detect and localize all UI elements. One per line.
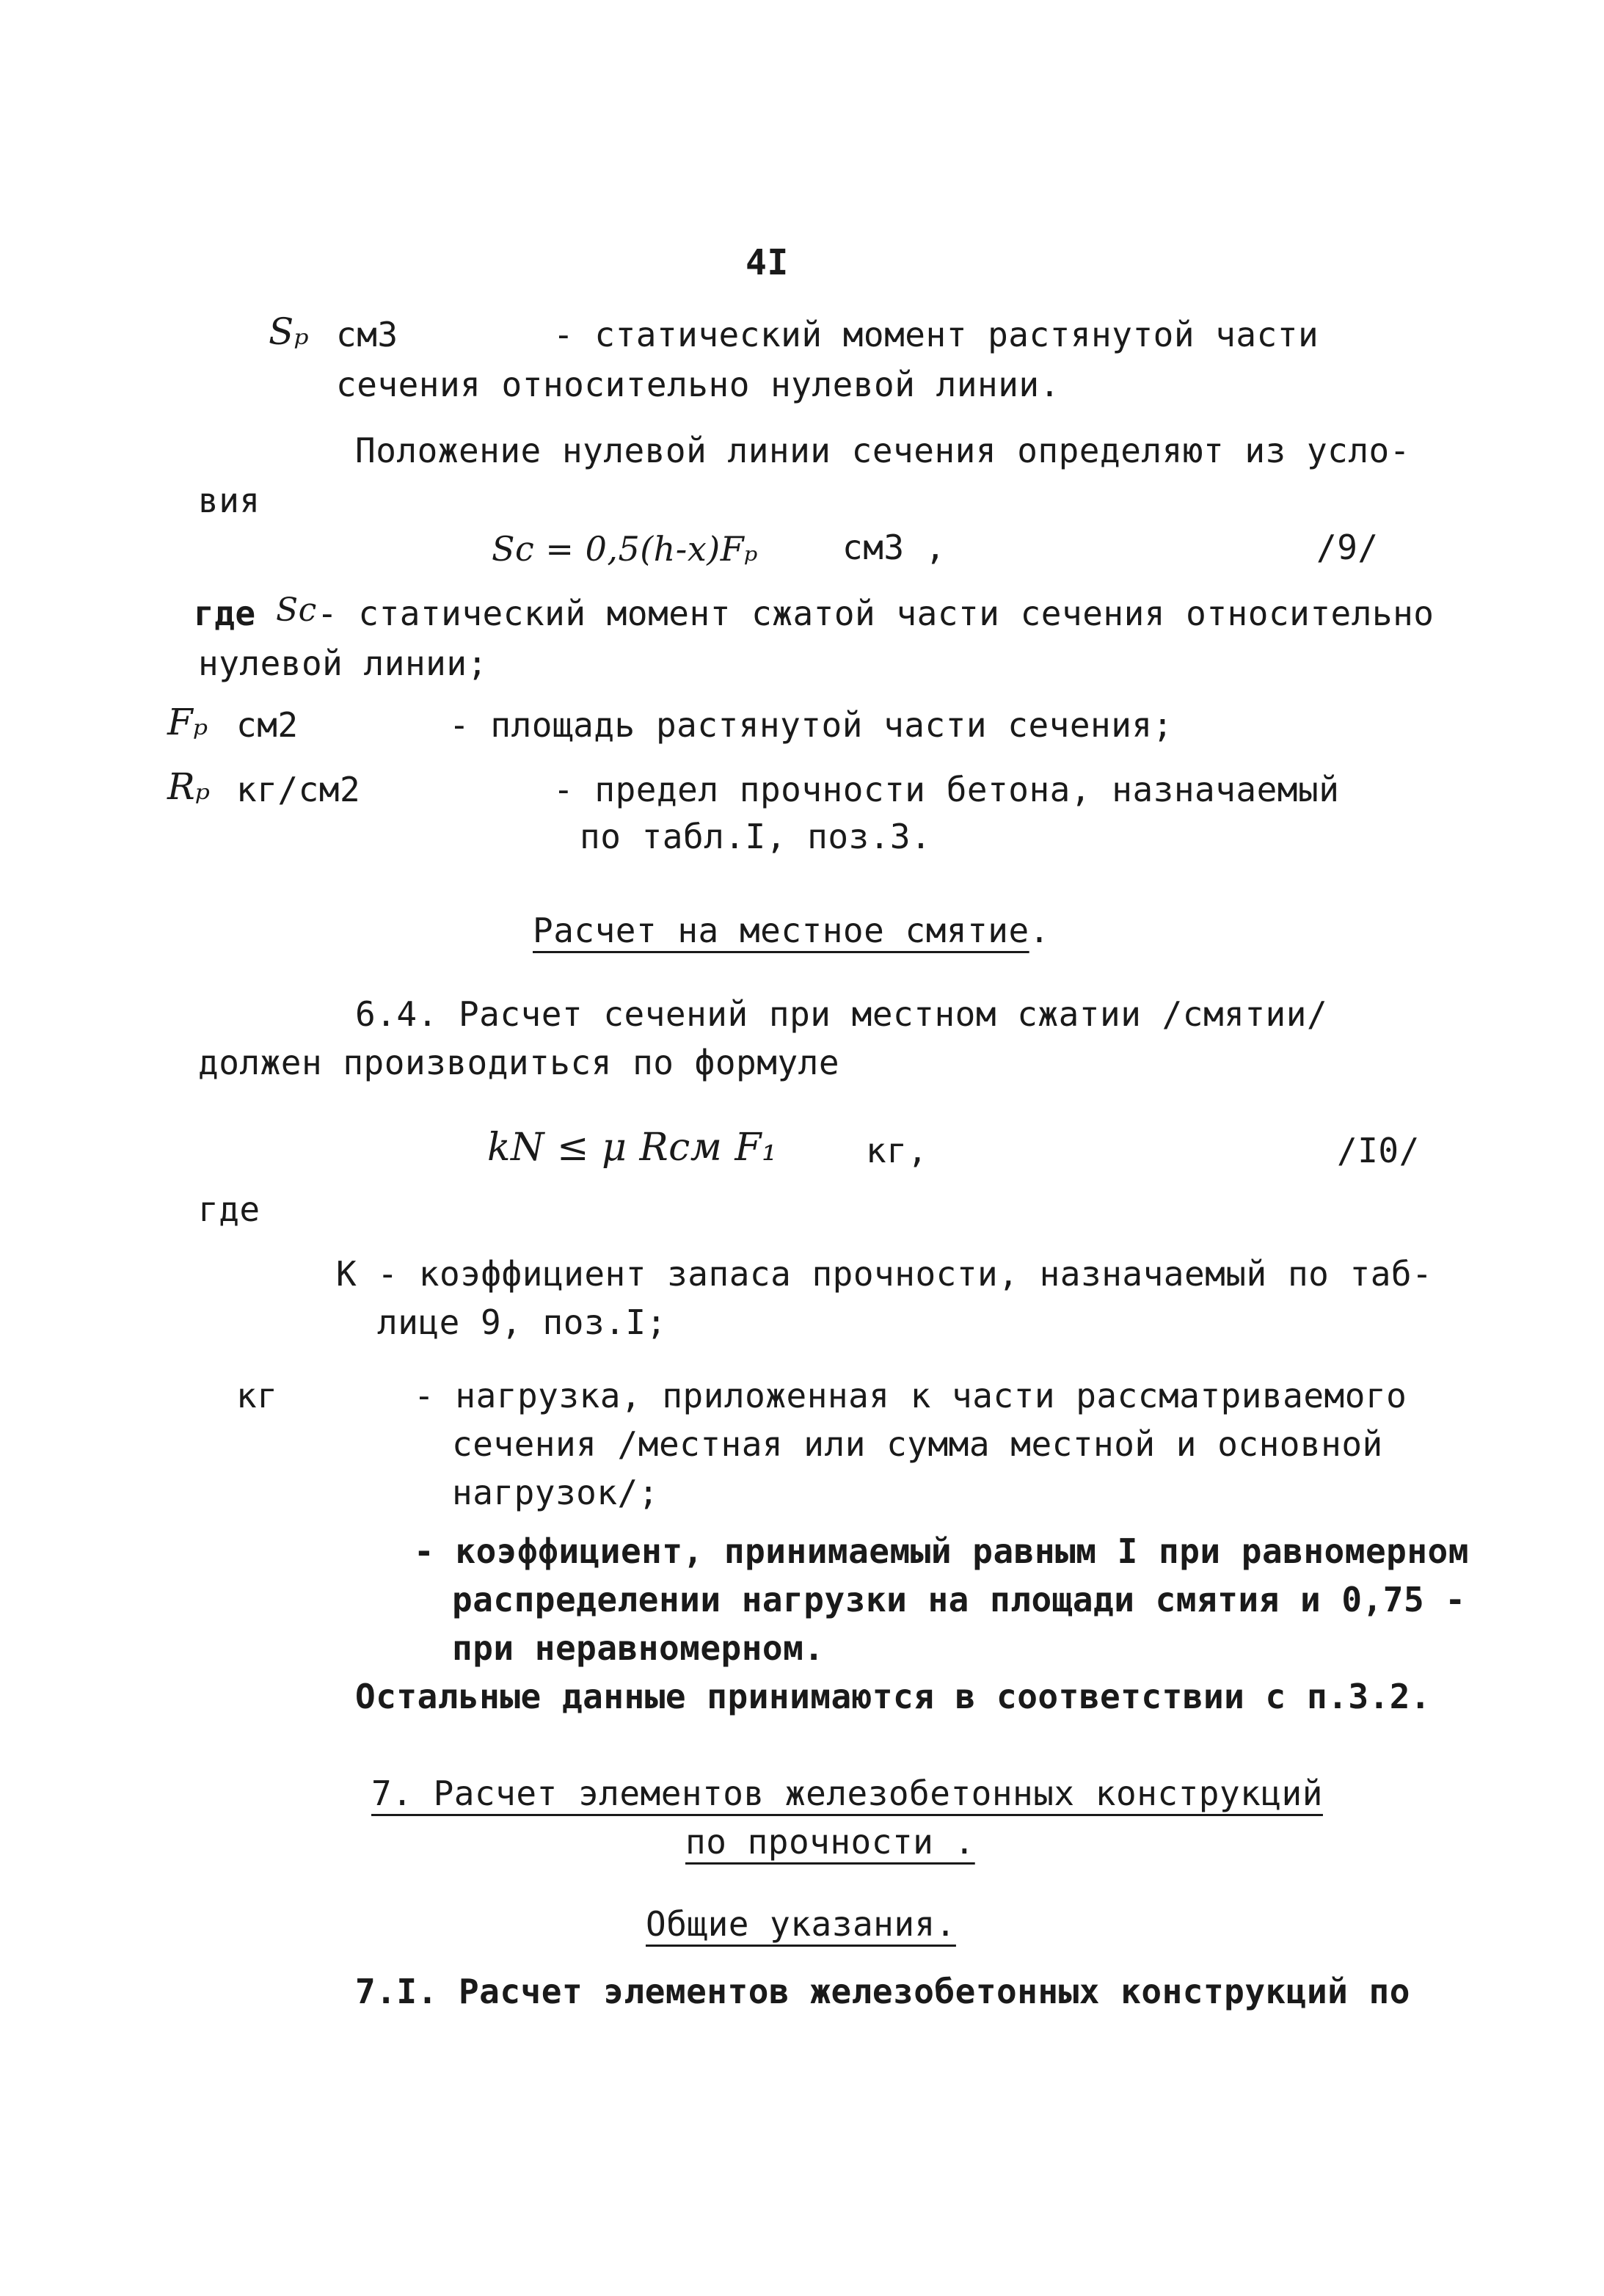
paragraph-line: 7.I. Расчет элементов железобетонных конструкций по <box>355 1972 1410 2011</box>
definition-text: сечения /местная или сумма местной и основной <box>452 1424 1383 1464</box>
section-heading-text: Расчет на местное смятие <box>533 911 1029 950</box>
paragraph-line: Остальные данные принимаются в соответствии с п.3.2. <box>355 1677 1432 1716</box>
chapter-heading: по прочности . <box>685 1822 975 1862</box>
formula-10-unit: кг, <box>866 1131 928 1170</box>
symbol-rp: Rₚ <box>167 765 211 808</box>
unit-cm2: см2 <box>236 705 299 745</box>
paragraph-line: должен производиться по формуле <box>198 1043 840 1082</box>
section-heading: Общие указания. <box>646 1904 956 1944</box>
definition-text: - площадь растянутой части сечения; <box>449 705 1173 745</box>
formula-9-number: /9/ <box>1316 528 1379 567</box>
paragraph-line: Положение нулевой линии сечения определяют из усло- <box>355 431 1410 470</box>
unit-kg-cm2: кг/см2 <box>236 770 361 809</box>
definition-text: сечения относительно нулевой линии. <box>336 365 1060 404</box>
definition-text: по табл.I, поз.3. <box>580 817 932 856</box>
definition-text: - статический момент сжатой части сечения относительно <box>317 594 1435 633</box>
definition-text: нагрузок/; <box>452 1473 659 1512</box>
definition-text: К - коэффициент запаса прочности, назначаемый по таб- <box>336 1254 1433 1294</box>
section-heading-dot: . <box>1029 911 1050 950</box>
chapter-heading: 7. Расчет элементов железобетонных конструкций <box>371 1774 1323 1813</box>
symbol-fp: Fₚ <box>167 701 208 743</box>
section-heading <box>533 910 1050 951</box>
unit-kg: кг <box>236 1376 278 1415</box>
definition-text: распределении нагрузки на площади смятия и 0,75 - <box>452 1580 1466 1619</box>
symbol-sc: Sc <box>276 591 317 629</box>
definition-text: лице 9, поз.I; <box>377 1302 667 1342</box>
definition-text: нулевой линии; <box>198 644 488 683</box>
formula-9: Sc = 0,5(h-x)Fₚ <box>492 529 759 569</box>
formula-9-unit: см3 , <box>842 528 946 567</box>
page-number: 4I <box>746 242 789 283</box>
formula-10: kN ≤ μ Rсм F₁ <box>487 1126 778 1170</box>
symbol-sp: Sₚ <box>269 310 310 353</box>
definition-text: при неравномерном. <box>452 1628 825 1668</box>
paragraph-line: 6.4. Расчет сечений при местном сжатии /смятии/ <box>355 994 1328 1034</box>
where-label: где <box>194 594 256 633</box>
formula-10-number: /I0/ <box>1337 1131 1420 1170</box>
unit-cm3: см3 <box>336 315 398 354</box>
where-label: где <box>198 1189 260 1229</box>
definition-text: - статический момент растянутой части <box>553 315 1319 354</box>
definition-text: - нагрузка, приложенная к части рассматриваемого <box>414 1376 1407 1415</box>
paragraph-line: вия <box>198 481 260 520</box>
definition-text: - коэффициент, принимаемый равным I при равномерном <box>414 1531 1469 1571</box>
definition-text: - предел прочности бетона, назначаемый <box>553 770 1340 809</box>
